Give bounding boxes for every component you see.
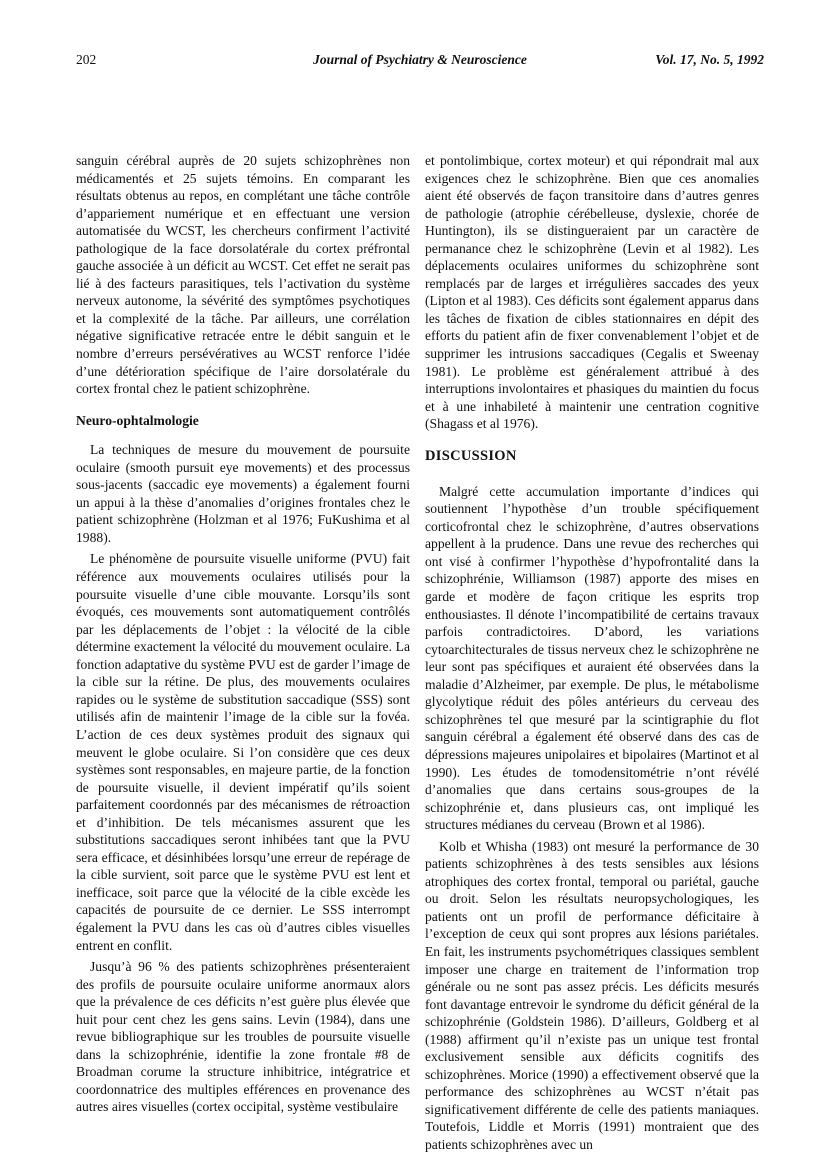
left-paragraph-3: Le phénomène de poursuite visuelle uniforme (PVU) fait référence aux mouvements oculaires utilisés pour la poursuite visuelle d’une cible mouvante. Lorsqu’ils sont évoqués, ces mouvements sont automatiquement contrôlés par les déplacements de l’objet : la vélocité de la cible détermine exactement la vélocité du mouvement oculaire. La fonction adaptative du système PVU est de garder l’image de la cible sur la rétine. De plus, des mouvements oculaires rapides ou le système de substitution saccadique (SSS) sont utilisés afin de maintenir l’image de la cible sur la fovéa. L’action de ces deux systèmes produit des signaux qui meuvent le globe oculaire. Si l’on considère que ces deux systèmes sont responsables, en majeure partie, de la fonction de poursuite visuelle, il devient impératif qu’ils soient parfaitement coordonnés par des mécanismes de rétroaction et d’inhibition. De tels mécanismes assurent que les substitutions saccadiques seront inhibées tant que la PVU sera efficace, et désinhibées lorsqu’une erreur de repérage de la cible survient, soit parce que le système PVU est lent et inefficace, soit parce que la vélocité de la cible excède les capacités de poursuite de ce dernier. Le SSS interrompt également la PVU dans les cas où d’autres cibles visuelles entrent en conflit.: [76, 551, 410, 953]
neuro-ophtalmologie-heading: Neuro-ophtalmologie: [76, 412, 199, 428]
right-paragraph-3: Kolb et Whisha (1983) ont mesuré la performance de 30 patients schizophrènes à des tests sensibles aux lésions atrophiques des cortex frontal, temporal ou pariétal, gauche ou droit. Selon les résultats neuropsychologiques, les patients ont un profil de performance déficitaire à l’exception de ceux qui sont propres aux lésions pariétales. En fait, les instruments psychométriques classiques semblent imposer une charge en traitement de l’information trop générale ou ne sont pas assez précis. Les déficits mesurés font davantage entrevoir le syndrome du déficit général de la schizophrénie (Goldstein 1986). D’ailleurs, Goldberg et al (1988) affirment qu’il n’existe pas un unique test frontal exclusivement sensible aux déficits cognitifs des schizophrènes. Morice (1990) a effectivement observé que la performance des schizophrènes au WCST n’était pas significativement différente de celle des patients maniaques. Toutefois, Liddle et Morris (1991) montraient que des patients schizophrènes avec un: [425, 838, 759, 1152]
volume-info: Vol. 17, No. 5, 1992: [655, 52, 764, 67]
left-column: [76, 152, 410, 1116]
left-paragraph-1: sanguin cérébral auprès de 20 sujets schizophrènes non médicamentés et 25 sujets témoins. En comparant les résultats obtenus au repos, en complétant une tâche contrôle d’appariement numérique et en effectuant une version automatisée du WCST, les chercheurs confirment l’activité pathologique de la face dorsolatérale du cortex préfrontal gauche associée à un déficit au WCST. Cet effet ne serait pas lié à des facteurs parasitiques, tels l’activation du système nerveux autonome, la sévérité des symptômes psychotiques et la complexité de la tâche. Par ailleurs, une corrélation négative significative retracée entre le débit sanguin et le nombre d’erreurs persévératives au WCST renforce l’idée d’une détérioration spécifique de l’aire dorsolatérale du cortex frontal chez le patient schizophrène.: [76, 153, 410, 397]
page-header: [76, 52, 764, 74]
right-paragraph-1: et pontolimbique, cortex moteur) et qui répondrait mal aux exigences chez le schizophrène. Bien que ces anomalies aient été observés de façon transitoire dans d’autres genres de pathologie (atrophie cérébelleuse, dyslexie, chorée de Huntington), ils se distingueraient par un caractère de permanance chez le schizophrène (Levin et al 1982). Les déplacements oculaires uniformes du schizophrène sont remplacés par de larges et irrégulières saccades des yeux (Lipton et al 1983). Ces déficits sont également apparus dans les tâches de fixation de cibles stationnaires en dépit des efforts du patient afin de fixer convenablement l’objet et de supprimer les intrusions saccadiques (Cegalis et Sweenay 1981). Le problème est généralement attribué à des interruptions involontaires et phasiques du maintien du focus et à une inhabileté à maintenir une centration cognitive (Shagass et al 1976).: [425, 153, 759, 432]
left-paragraph-2: La techniques de mesure du mouvement de poursuite oculaire (smooth pursuit eye movements) et des processus sous-jacents (saccadic eye movements) a également fourni un appui à la thèse d’anomalies d’origines frontales chez le patient schizophrène (Holzman et al 1976; FuKushima et al 1988).: [76, 442, 410, 545]
right-column: [425, 152, 759, 1154]
left-paragraph-4: Jusqu’à 96 % des patients schizophrènes présenteraient des profils de poursuite oculaire uniforme anormaux alors que la prévalence de ces déficits n’est guère plus élevée que huit pour cent chez les gens sains. Levin (1984), dans une revue bibliographique sur les troubles de poursuite visuelle dans la schizophrénie, identifie la zone frontale #8 de Broadman corume la structure inhibitrice, intégratrice et coordonnatrice des multiples efférences en provenance des autres aires visuelles (cortex occipital, système vestibulaire: [76, 959, 410, 1115]
journal-title: Journal of Psychiatry & Neuroscience: [313, 52, 527, 67]
discussion-heading: DISCUSSION: [425, 447, 517, 464]
right-paragraph-2: Malgré cette accumulation importante d’indices qui soutiennent l’hypothèse d’un trouble spécifiquement corticofrontal chez le schizophrène, d’autres observations appellent à la prudence. Dans une revue des recherches qui ont visé à confirmer l’hypothèse d’hypofrontalité dans la schizophrénie, Williamson (1987) apporte des mises en garde et modère de façon critique les esprits trop enthousiastes. Il dénote l’incompatibilité de certains travaux parfois contradictoires. D’abord, les variations cytoarchitecturales de tissus nerveux chez le schizophrène ne leur sont pas spécifiques et auraient été observées dans la maladie d’Alzheimer, par exemple. De plus, le métabolisme glycolytique réduit des pôles antérieurs du cerveau des schizophrènes tel que mesuré par la scintigraphie du flot sanguin cérébral a également été observé dans des cas de dépressions majeures unipolaires et bipolaires (Martinot et al 1990). Les études de tomodensitométrie n’ont révélé d’anomalies que dans certains sous-groupes de la schizophrénie et, dans plusieurs cas, ont impliqué les structures médianes du cerveau (Brown et al 1986).: [425, 483, 759, 833]
page-number: 202: [76, 52, 97, 67]
